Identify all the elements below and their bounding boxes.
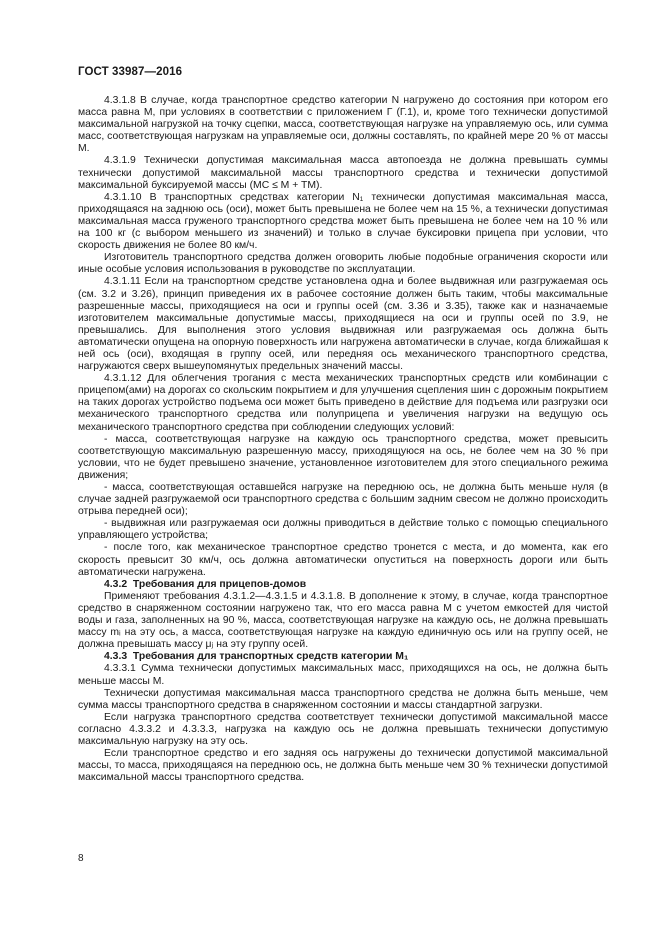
paragraph-4-3-1-9: 4.3.1.9 Технически допустимая максимальная масса автопоезда не должна превышать суммы технически допустимой максимальной массы транспортного средства и технически допустимой максимальной буксируемой массы (MC ≤ M + TM). (78, 155, 608, 191)
list-item-condition-2: - масса, соответствующая оставшейся нагрузке на переднюю ось, не должна быть меньше нуля (в случае задней разгружаемой оси транспортного средства с большим задним свесом не должно происходить отрыва передней оси); (78, 482, 608, 518)
section-number: 4.3.2 (104, 578, 128, 590)
paragraph-4-3-3-1: 4.3.3.1 Сумма технически допустимых максимальных масс, приходящихся на ось, не должна быть меньше массы M. (78, 663, 608, 687)
paragraph-4-3-1-10: 4.3.1.10 В транспортных средствах категории N₁ технически допустимая максимальная масса, приходящаяся на заднюю ось (оси), может быть превышена не более чем на 15 %, а технически допустимая максимальная масса груженого транспортного средства может быть превышена не более чем на 10 % или на 100 кг (с выбором меньшего из значений) и только в случае буксировки прицепа при условии, что скорость движения не более 80 км/ч. (78, 191, 608, 252)
paragraph-4-3-1-12: 4.3.1.12 Для облегчения трогания с места механических транспортных средств или комбинации с прицепом(ами) на дорогах со скольским покрытием и для улучшения сцепления шин с дорожным покрытием на таких дорогах устройство подъема оси может быть приведено в действие для подъема или разгрузки оси механического транспортного средства или полуприцепа и увеличения нагрузки на ведущую ось механического транспортного средства при соблюдении следующих условий: (78, 373, 608, 433)
page-number: 8 (78, 853, 84, 864)
paragraph-axle-load: Если нагрузка транспортного средства соответствует технически допустимой максимальной массе согласно 4.3.3.2 и 4.3.3.3, нагрузка на каждую ось не должна превышать технически допустимую максимальную нагрузку на эту ось. (78, 711, 608, 747)
list-item-condition-1: - масса, соответствующая нагрузке на каждую ось транспортного средства, может превысить соответствующую максимальную разрешенную массу, приходящуюся на ось, не более чем на 30 % при условии, что не будет превышено значение, установленное изготовителем для этого специального режима движения; (78, 433, 608, 481)
section-number: 4.3.3 (104, 651, 128, 663)
list-item-condition-3: - выдвижная или разгружаемая оси должны приводиться в действие только с помощью специального управляющего устройства; (78, 518, 608, 542)
section-heading-4-3-3 (78, 651, 608, 663)
paragraph-4-3-1-8: 4.3.1.8 В случае, когда транспортное средство категории N нагружено до состояния при котором его масса равна M, при условиях в соответствии с приложением Г (Г.1), и, кроме того технически допустимой максимальной нагрузкой на точку сцепки, масса, соответствующая нагрузке на управляемую ось, или сумма масс, соответствующая нагрузкам на управляемые оси, должны составлять, по крайней мере 20 % от массы M. (78, 95, 608, 155)
paragraph-4-3-2-text: Применяют требования 4.3.1.2—4.3.1.5 и 4.3.1.8. В дополнение к этому, в случае, когда транспортное средство в снаряженном состоянии нагружено так, что его масса равна M с учетом емкостей для чистой воды и газа, заполненных на 90 %, масса, соответствующая нагрузке на каждую ось, не должна превышать массу mᵢ на эту ось, а масса, соответствующая нагрузке на каждую единичную ось или на группу осей, не должна превышать массу μⱼ на эту группу осей. (78, 590, 608, 651)
paragraph-manufacturer-speed: Изготовитель транспортного средства должен оговорить любые подобные ограничения скорости или иные особые условия использования в руководстве по эксплуатации. (78, 252, 608, 276)
standard-header: ГОСТ 33987—2016 (78, 66, 183, 78)
paragraph-front-axle: Если транспортное средство и его задняя ось нагружены до технически допустимой максимальной массы, то масса, приходящаяся на переднюю ось, не должна быть меньше чем 30 % технически допустимой максимальной массы транспортного средства. (78, 748, 608, 784)
paragraph-max-mass: Технически допустимая максимальная масса транспортного средства не должна быть меньше, чем сумма массы транспортного средства в снаряженном состоянии и массы стандартной загрузки. (78, 687, 608, 711)
section-title: Требования для транспортных средств категории M₁ (132, 651, 409, 663)
list-item-condition-4: - после того, как механическое транспортное средство тронется с места, и до момента, как его скорость превысит 30 км/ч, ось должна автоматически опуститься на поверхность дороги или быть автоматически нагружена. (78, 542, 608, 578)
document-body (78, 95, 608, 784)
section-title: Требования для прицепов-домов (132, 578, 307, 590)
section-heading-4-3-2 (78, 579, 608, 591)
paragraph-4-3-1-11: 4.3.1.11 Если на транспортном средстве установлена одна и более выдвижная или разгружаемая ось (см. 3.2 и 3.26), принцип приведения их в рабочее состояние должен быть таким, чтобы максимальные разрешенные массы, приходящиеся на оси и группы осей (см. 3.36 и 3.35), также как и назначаемые изготовителем максимальные допустимые массы, приходящиеся на оси и группы осей по 3.9, не превышались. Для выполнения этого условия выдвижная или разгружаемая ось должна быть автоматически опущена на опорную поверхность или нагружена автоматически в случае, когда ближайшая к ней ось (оси), входящая в группу осей, или передняя ось механического транспортного средства, нагружаются сверх вышеупомянутых предельных значений массы. (78, 276, 608, 373)
